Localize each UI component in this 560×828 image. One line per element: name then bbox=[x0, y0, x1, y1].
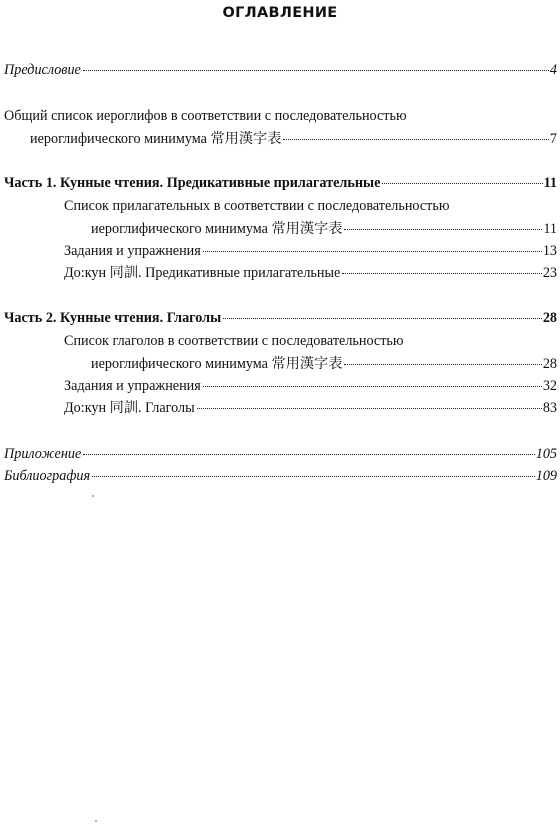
toc-entry-preface[interactable] bbox=[4, 62, 557, 79]
toc-entry-title: Часть 2. Кунные чтения. Глаголы bbox=[4, 310, 222, 326]
toc-entry-title: Предисловие bbox=[4, 62, 81, 78]
toc-entry-page: 105 bbox=[535, 446, 557, 462]
dot-leader bbox=[223, 318, 542, 319]
toc-entry-dokun-adjectives[interactable] bbox=[64, 265, 557, 282]
toc-entry-title: Задания и упражнения bbox=[64, 378, 201, 394]
dot-leader bbox=[283, 139, 549, 140]
toc-entry-title: Часть 1. Кунные чтения. Предикативные прилагательные bbox=[4, 175, 381, 191]
toc-entry-page: 32 bbox=[542, 378, 557, 394]
toc-entry-general-list[interactable] bbox=[30, 131, 557, 148]
scan-speck bbox=[92, 495, 94, 497]
toc-entry-title: Приложение bbox=[4, 446, 82, 462]
toc-entry-title: иероглифического минимума 常用漢字表 bbox=[91, 356, 343, 372]
toc-entry-verbs-list-line1: Список глаголов в соответствии с последовательностью bbox=[64, 333, 404, 349]
dot-leader bbox=[197, 408, 542, 409]
toc-entry-page: 28 bbox=[542, 310, 557, 326]
toc-entry-page: 23 bbox=[542, 265, 557, 281]
toc-entry-page: 7 bbox=[549, 131, 557, 147]
toc-entry-exercises-2[interactable] bbox=[64, 378, 557, 395]
toc-entry-appendix[interactable] bbox=[4, 446, 557, 463]
toc-entry-title: Задания и упражнения bbox=[64, 243, 201, 259]
dot-leader bbox=[203, 386, 542, 387]
toc-entry-verbs-list[interactable] bbox=[91, 356, 557, 373]
toc-entry-title: иероглифического минимума 常用漢字表 bbox=[30, 131, 282, 147]
toc-entry-page: 83 bbox=[542, 400, 557, 416]
toc-entry-page: 13 bbox=[542, 243, 557, 259]
toc-entry-part-2[interactable] bbox=[4, 310, 557, 327]
toc-heading: ОГЛАВЛЕНИЕ bbox=[222, 5, 338, 21]
toc-entry-general-list-line1: Общий список иероглифов в соответствии с последовательностью bbox=[4, 108, 407, 124]
toc-entry-page: 28 bbox=[542, 356, 557, 372]
dot-leader bbox=[342, 273, 542, 274]
dot-leader bbox=[83, 454, 534, 455]
toc-entry-page: 4 bbox=[549, 62, 557, 78]
toc-entry-exercises-1[interactable] bbox=[64, 243, 557, 260]
toc-entry-adjectives-list-line1: Список прилагательных в соответствии с последовательностью bbox=[64, 198, 450, 214]
toc-entry-part-1[interactable] bbox=[4, 175, 557, 192]
dot-leader bbox=[382, 183, 542, 184]
dot-leader bbox=[344, 229, 542, 230]
toc-entry-title: До:кун 同訓. Предикативные прилагательные bbox=[64, 265, 341, 281]
dot-leader bbox=[203, 251, 542, 252]
dot-leader bbox=[92, 476, 535, 477]
toc-entry-title: Библиография bbox=[4, 468, 91, 484]
scan-speck bbox=[95, 820, 97, 822]
toc-entry-adjectives-list[interactable] bbox=[91, 221, 557, 238]
toc-entry-page: 11 bbox=[543, 175, 557, 191]
toc-entry-title: До:кун 同訓. Глаголы bbox=[64, 400, 195, 416]
toc-entry-dokun-verbs[interactable] bbox=[64, 400, 557, 417]
dot-leader bbox=[344, 364, 541, 365]
toc-entry-title: иероглифического минимума 常用漢字表 bbox=[91, 221, 343, 237]
dot-leader bbox=[83, 70, 549, 71]
toc-entry-bibliography[interactable] bbox=[4, 468, 557, 485]
toc-entry-page: 109 bbox=[535, 468, 557, 484]
toc-entry-page: 11 bbox=[543, 221, 557, 237]
